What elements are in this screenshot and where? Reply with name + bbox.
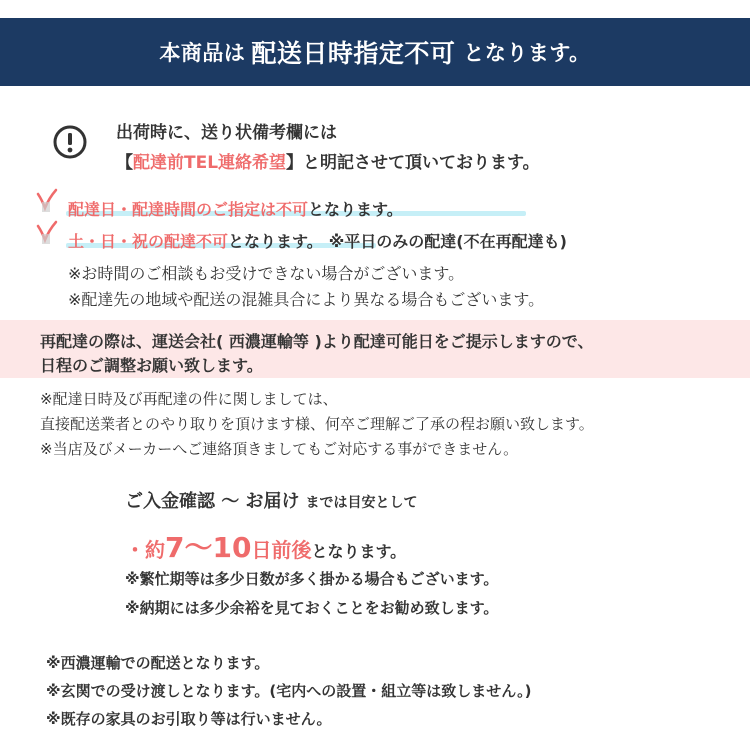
banner-text-1: 本商品は	[159, 41, 246, 65]
estimate-heading-bold: ご入金確認 〜 お届け	[125, 491, 300, 512]
estimate-range: 7〜10	[165, 531, 252, 564]
contact-line-2: 直接配送業者とのやり取りを頂けます様、何卒ご理解ご了承の程お願い致します。	[40, 415, 594, 433]
header-banner	[0, 18, 750, 86]
contact-line-3: ※当店及びメーカーへご連絡頂きましてもご対応する事ができません。	[40, 440, 519, 458]
notice-highlight: 配達前TEL連絡希望	[133, 153, 287, 173]
exclamation-circle-icon	[53, 125, 87, 159]
estimate-note-2: ※納期には多少余裕を見ておくことをお勧め致します。	[125, 599, 499, 617]
notice-bracket-close: 】と明記させて頂いております。	[286, 153, 540, 173]
restriction-1-red: 配達日・配達時間のご指定は不可	[68, 200, 309, 219]
footer-note-1: ※西濃運輸での配送となります。	[46, 654, 270, 672]
estimate-note-1: ※繁忙期等は多少日数が多く掛かる場合もございます。	[125, 570, 499, 588]
contact-line-1: ※配達日時及び再配達の件に関しましては、	[40, 390, 338, 408]
banner-text-emphasis: 配送日時指定不可	[251, 39, 456, 68]
restriction-2-red: 土・日・祝の配達不可	[68, 232, 229, 251]
footer-note-2: ※玄関での受け渡しとなります。(宅内への設置・組立等は致しません。)	[46, 682, 532, 700]
estimate-bullet: ・約	[125, 538, 165, 562]
estimate-days	[125, 526, 406, 566]
estimate-day-unit: 日前後	[251, 538, 312, 562]
restriction-row-1	[68, 197, 403, 220]
restriction-row-2	[68, 229, 567, 252]
banner-text-2: となります。	[463, 41, 591, 65]
redelivery-line-2: 日程のご調整お願い致します。	[40, 356, 263, 375]
restriction-2-note: ※平日のみの配達(不在再配達も)	[328, 232, 567, 251]
checkmark-icon	[36, 188, 58, 214]
redelivery-line-1: 再配達の際は、運送会社( 西濃運輸等 )より配達可能日をご提示しますので、	[40, 332, 594, 351]
restriction-2-rest: となります。	[228, 232, 323, 251]
notice-bracket-open: 【	[116, 153, 133, 173]
footer-note-3: ※既存の家具のお引取り等は行いません。	[46, 710, 332, 728]
restriction-note-1: ※お時間のご相談もお受けできない場合がございます。	[68, 264, 465, 283]
estimate-tail: となります。	[311, 542, 407, 561]
notice-line-2	[116, 148, 540, 173]
restriction-1-rest: となります。	[308, 200, 403, 219]
estimate-heading-small: までは目安として	[305, 495, 418, 511]
notice-line-1: 出荷時に、送り状備考欄には	[116, 123, 337, 143]
estimate-heading	[125, 487, 418, 513]
restriction-note-2: ※配達先の地域や配送の混雑具合により異なる場合もございます。	[68, 290, 545, 309]
checkmark-icon	[36, 220, 58, 246]
